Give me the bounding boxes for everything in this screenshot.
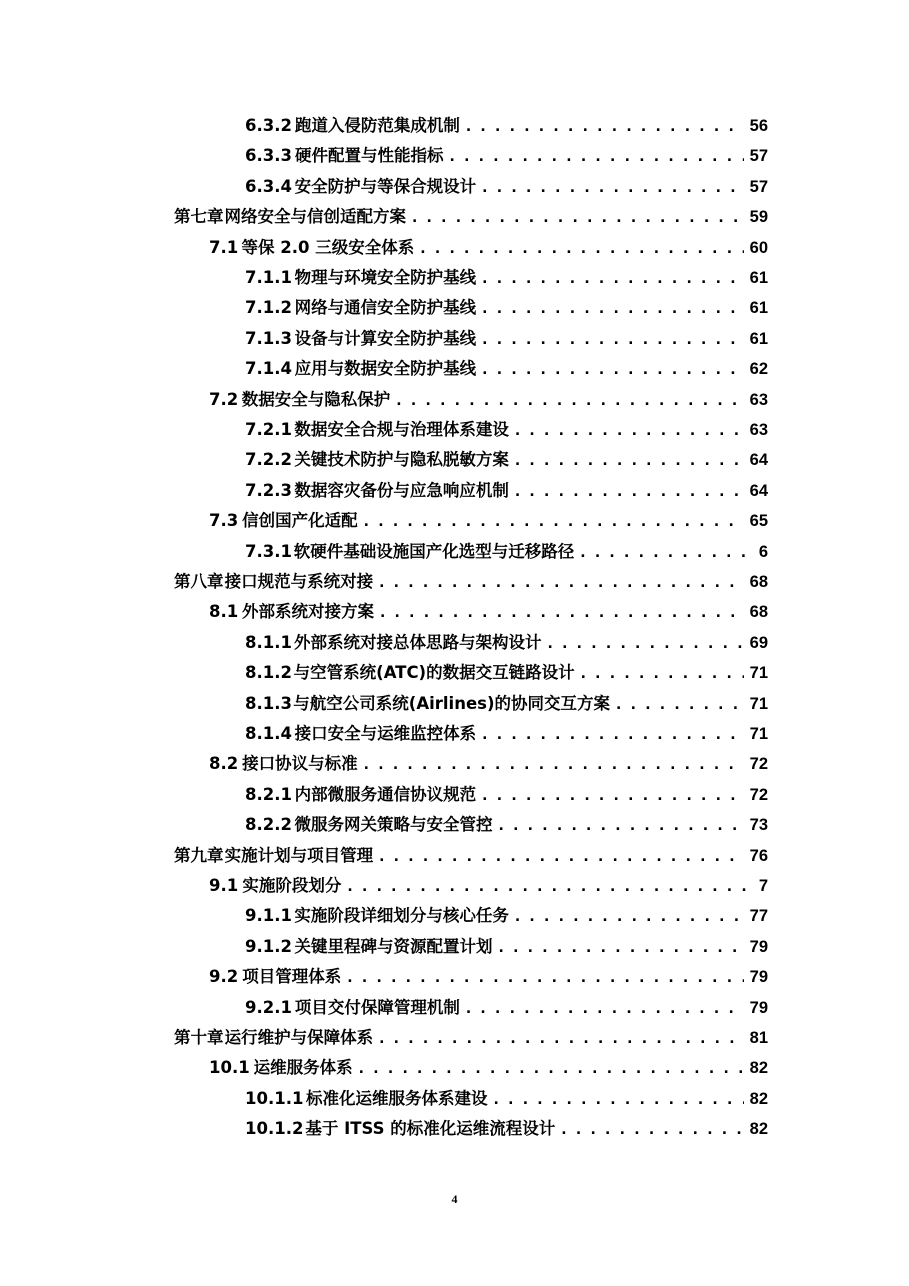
toc-entry-number: 8.1 — [209, 602, 239, 622]
toc-entry-number: 8.1.3 — [245, 693, 292, 713]
toc-entry-page: 59 — [749, 208, 768, 227]
toc-entry[interactable] — [245, 720, 768, 744]
toc-leader-dots — [482, 301, 743, 318]
toc-leader-dots — [515, 909, 744, 926]
toc-entry[interactable] — [209, 386, 768, 410]
toc-entry[interactable] — [209, 750, 768, 774]
toc-entry[interactable] — [245, 933, 768, 957]
toc-entry[interactable] — [245, 1085, 768, 1109]
toc-entry-number: 8.2.2 — [245, 815, 292, 835]
toc-entry-page: 69 — [749, 633, 768, 652]
toc-leader-dots — [380, 605, 744, 622]
toc-entry-page: 73 — [749, 816, 768, 835]
toc-entry-page: 71 — [749, 694, 768, 713]
toc-entry-page: 63 — [749, 421, 768, 439]
toc-entry-number: 6.3.4 — [245, 176, 292, 196]
toc-entry-title: 网络安全与信创适配方案 — [224, 207, 406, 227]
toc-leader-dots — [515, 453, 744, 470]
toc-entry[interactable] — [245, 902, 768, 926]
toc-entry-page: 72 — [749, 785, 768, 804]
toc-entry[interactable] — [209, 872, 768, 896]
toc-entry-title: 微服务网关策略与安全管控 — [294, 815, 493, 835]
toc-entry-page: 82 — [749, 1089, 768, 1108]
toc-entry-title: 数据安全合规与治理体系建设 — [294, 420, 509, 439]
toc-leader-dots — [482, 362, 743, 379]
toc-entry[interactable] — [245, 173, 768, 197]
toc-leader-dots — [482, 332, 743, 349]
toc-leader-dots — [494, 1092, 744, 1109]
toc-entry[interactable] — [174, 1024, 768, 1048]
toc-entry-number: 8.1.2 — [245, 663, 292, 683]
toc-entry-number: 9.2 — [209, 967, 239, 987]
toc-entry[interactable] — [245, 781, 768, 805]
toc-leader-dots — [347, 879, 752, 896]
toc-entry[interactable] — [245, 690, 768, 714]
toc-entry[interactable] — [209, 234, 768, 258]
toc-entry-title: 与航空公司系统(Airlines)的协同交互方案 — [293, 693, 611, 713]
toc-entry-page: 62 — [749, 360, 768, 379]
toc-entry-title: 外部系统对接方案 — [241, 602, 374, 622]
toc-entry[interactable] — [245, 112, 768, 136]
toc-entry-title: 项目管理体系 — [242, 967, 342, 987]
toc-entry-title: 外部系统对接总体思路与架构设计 — [294, 632, 542, 652]
toc-entry-page: 61 — [749, 299, 768, 318]
toc-entry-number: 7.2.3 — [245, 480, 292, 500]
toc-entry-page: 57 — [749, 147, 768, 166]
toc-entry-page: 60 — [749, 238, 768, 257]
toc-entry-page: 68 — [749, 573, 768, 591]
toc-entry-page: 79 — [749, 937, 768, 956]
toc-entry-page: 68 — [749, 603, 768, 622]
toc-entry-title: 接口协议与标准 — [242, 754, 358, 774]
toc-entry-number: 7.2.2 — [245, 450, 292, 470]
toc-entry-number: 9.2.1 — [245, 997, 292, 1017]
toc-entry-page: 63 — [749, 390, 768, 409]
toc-entry-number: 6.3.2 — [245, 116, 292, 135]
toc-entry-number: 第七章 — [174, 207, 224, 227]
toc-entry-page: 81 — [749, 1029, 768, 1047]
toc-entry-title: 基于 ITSS 的标准化运维流程设计 — [305, 1119, 556, 1139]
toc-entry[interactable] — [209, 598, 768, 622]
toc-entry[interactable] — [209, 1054, 768, 1078]
toc-leader-dots — [379, 849, 744, 866]
toc-leader-dots — [482, 180, 743, 197]
toc-entry[interactable] — [245, 811, 768, 835]
toc-entry-number: 7.1 — [209, 237, 239, 257]
toc-leader-dots — [450, 149, 744, 166]
toc-entry-title: 数据容灾备份与应急响应机制 — [294, 480, 509, 500]
toc-leader-dots — [364, 757, 744, 774]
toc-entry-title: 跑道入侵防范集成机制 — [294, 116, 460, 135]
toc-entry[interactable] — [209, 963, 768, 987]
toc-leader-dots — [482, 788, 743, 805]
toc-leader-dots — [347, 970, 743, 987]
toc-leader-dots — [515, 423, 744, 440]
toc-entry[interactable] — [245, 142, 768, 166]
toc-leader-dots — [482, 727, 743, 744]
toc-leader-dots — [412, 210, 744, 227]
toc-entry-page: 61 — [749, 269, 768, 287]
toc-entry-page: 61 — [749, 329, 768, 348]
toc-entry-title: 实施计划与项目管理 — [224, 845, 374, 865]
toc-entry-title: 物理与环境安全防护基线 — [294, 268, 477, 287]
toc-entry-number: 9.1.1 — [245, 906, 292, 926]
toc-entry-page: 64 — [749, 451, 768, 470]
toc-entry-page: 56 — [749, 117, 768, 135]
toc-entry-number: 9.1 — [209, 876, 239, 895]
toc-entry-title: 安全防护与等保合规设计 — [294, 176, 477, 196]
toc-entry[interactable] — [245, 538, 768, 562]
toc-entry-page: 82 — [749, 1120, 768, 1139]
toc-entry-title: 关键里程碑与资源配置计划 — [294, 936, 493, 956]
toc-entry-title: 项目交付保障管理机制 — [294, 997, 460, 1017]
toc-leader-dots — [616, 697, 744, 714]
toc-entry[interactable] — [209, 507, 768, 531]
toc-entry-page: 71 — [749, 725, 768, 743]
page-number: 4 — [451, 1192, 458, 1206]
toc-entry[interactable] — [245, 659, 768, 683]
toc-entry[interactable] — [245, 446, 768, 470]
toc-entry-page: 76 — [749, 846, 768, 865]
toc-entry-number: 10.1.2 — [245, 1119, 304, 1139]
toc-entry-number: 7.1.4 — [245, 359, 292, 379]
toc-entry-title: 与空管系统(ATC)的数据交互链路设计 — [293, 663, 575, 683]
toc-leader-dots — [379, 1031, 744, 1048]
toc-entry-page: 82 — [749, 1059, 768, 1078]
toc-entry-number: 6.3.3 — [245, 146, 292, 166]
toc-entry-number: 7.2 — [209, 389, 239, 409]
toc-entry-page: 72 — [749, 755, 768, 774]
toc-entry-number: 7.1.2 — [245, 298, 292, 318]
toc-entry[interactable] — [245, 416, 768, 440]
toc-entry-page: 79 — [749, 998, 768, 1017]
toc-leader-dots — [499, 818, 744, 835]
toc-entry-title: 接口规范与系统对接 — [224, 572, 374, 591]
toc-entry-page: 65 — [749, 512, 768, 531]
toc-entry-page: 57 — [749, 177, 768, 196]
toc-entry[interactable] — [174, 203, 768, 227]
toc-leader-dots — [420, 241, 743, 258]
toc-entry-title: 运行维护与保障体系 — [224, 1028, 374, 1047]
toc-entry-number: 第十章 — [174, 1028, 224, 1047]
toc-leader-dots — [396, 393, 743, 410]
toc-entry-title: 设备与计算安全防护基线 — [294, 328, 477, 348]
toc-entry-number: 7.2.1 — [245, 420, 292, 439]
toc-entry-number: 9.1.2 — [245, 936, 292, 956]
toc-leader-dots — [561, 1122, 743, 1139]
toc-leader-dots — [581, 666, 744, 683]
toc-leader-dots — [515, 484, 744, 501]
toc-entry-title: 数据安全与隐私保护 — [241, 389, 391, 409]
toc-entry[interactable] — [245, 1115, 768, 1139]
toc-entry-page: 79 — [749, 968, 768, 987]
toc-entry-title: 应用与数据安全防护基线 — [294, 359, 477, 379]
toc-entry-number: 8.2 — [209, 754, 239, 774]
toc-leader-dots — [466, 119, 744, 136]
toc-entry-number: 7.3 — [209, 511, 239, 531]
toc-leader-dots — [364, 514, 744, 531]
toc-entry-number: 8.2.1 — [245, 784, 292, 804]
toc-leader-dots — [482, 271, 743, 288]
toc-entry-page: 77 — [749, 907, 768, 926]
toc-entry-number: 7.1.1 — [245, 268, 292, 287]
toc-entry-number: 10.1.1 — [245, 1088, 304, 1108]
toc-entry-title: 接口安全与运维监控体系 — [294, 724, 477, 743]
toc-entry-title: 网络与通信安全防护基线 — [294, 298, 477, 318]
toc-entry[interactable] — [245, 629, 768, 653]
toc-leader-dots — [580, 545, 753, 562]
toc-entry-number: 第九章 — [174, 845, 224, 865]
toc-entry[interactable] — [245, 294, 768, 318]
toc-entry[interactable] — [174, 842, 768, 866]
toc-leader-dots — [499, 940, 744, 957]
toc-entry-number: 10.1 — [209, 1058, 250, 1078]
toc-entry[interactable] — [245, 477, 768, 501]
toc-entry-number: 8.1.4 — [245, 724, 292, 743]
toc-entry-title: 实施阶段划分 — [242, 876, 342, 895]
toc-entry[interactable] — [245, 264, 768, 288]
toc-entry-title: 关键技术防护与隐私脱敏方案 — [294, 450, 509, 470]
toc-entry[interactable] — [245, 355, 768, 379]
toc-leader-dots — [359, 1061, 744, 1078]
toc-entry-number: 7.1.3 — [245, 328, 292, 348]
toc-entry-title: 软硬件基础设施国产化选型与迁移路径 — [293, 541, 575, 561]
toc-entry-page: 7 — [758, 877, 768, 895]
toc-entry-title: 硬件配置与性能指标 — [295, 146, 444, 166]
toc-entry-title: 等保 2.0 三级安全体系 — [241, 237, 415, 257]
toc-leader-dots — [379, 575, 744, 592]
toc-entry-title: 实施阶段详细划分与核心任务 — [294, 906, 509, 926]
toc-entry[interactable] — [245, 994, 768, 1018]
toc-entry[interactable] — [174, 568, 768, 592]
toc-entry-number: 7.3.1 — [245, 541, 292, 561]
toc-entry-title: 运维服务体系 — [253, 1058, 353, 1078]
toc-leader-dots — [466, 1001, 744, 1018]
toc-entry-number: 8.1.1 — [245, 632, 292, 652]
toc-entry-page: 71 — [749, 664, 768, 683]
toc-leader-dots — [548, 636, 744, 653]
toc-entry-title: 内部微服务通信协议规范 — [294, 784, 477, 804]
toc-entry-number: 第八章 — [174, 572, 224, 591]
toc-entry[interactable] — [245, 325, 768, 349]
toc-entry-page: 64 — [749, 481, 768, 500]
toc-entry-title: 信创国产化适配 — [242, 511, 358, 531]
toc-entry-title: 标准化运维服务体系建设 — [306, 1088, 488, 1108]
toc-entry-page: 6 — [758, 542, 768, 561]
